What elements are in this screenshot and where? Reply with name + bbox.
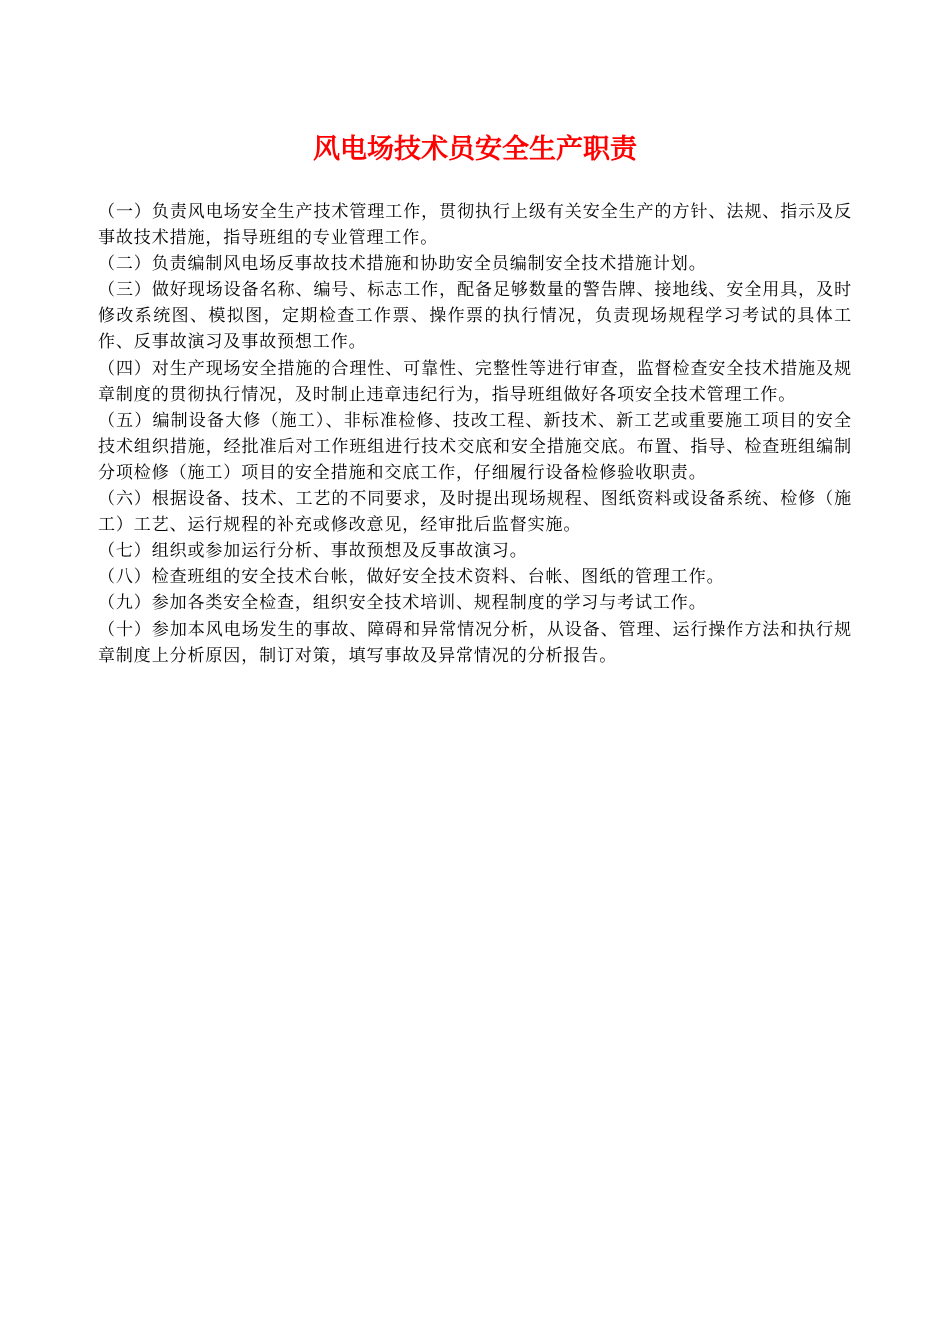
paragraph-7: （七）组织或参加运行分析、事故预想及反事故演习。 <box>98 541 528 562</box>
document-title: 风电场技术员安全生产职责 <box>313 134 637 165</box>
paragraph-1: （一）负责风电场安全生产技术管理工作，贯彻执行上级有关安全生产的方针、法规、指示及反事故技术措施，指导班组的专业管理工作。 <box>98 202 852 249</box>
paragraph-4: （四）对生产现场安全措施的合理性、可靠性、完整性等进行审查，监督检查安全技术措施及规章制度的贯彻执行情况，及时制止违章违纪行为，指导班组做好各项安全技术管理工作。 <box>98 358 852 405</box>
paragraph-5: （五）编制设备大修（施工）、非标准检修、技改工程、新技术、新工艺或重要施工项目的安全技术组织措施，经批准后对工作班组进行技术交底和安全措施交底。布置、指导、检查班组编制分项检修（施工）项目的安全措施和交底工作，仔细履行设备检修验收职责。 <box>98 410 852 483</box>
paragraph-2: （二）负责编制风电场反事故技术措施和协助安全员编制安全技术措施计划。 <box>98 254 707 275</box>
paragraph-3: （三）做好现场设备名称、编号、标志工作，配备足够数量的警告牌、接地线、安全用具，及时修改系统图、模拟图，定期检查工作票、操作票的执行情况，负责现场规程学习考试的具体工作、反事故演习及事故预想工作。 <box>98 280 852 353</box>
paragraph-10: （十）参加本风电场发生的事故、障碍和异常情况分析，从设备、管理、运行操作方法和执行规章制度上分析原因，制订对策，填写事故及异常情况的分析报告。 <box>98 619 852 666</box>
paragraph-8: （八）检查班组的安全技术台帐，做好安全技术资料、台帐、图纸的管理工作。 <box>98 567 725 588</box>
paragraph-6: （六）根据设备、技术、工艺的不同要求，及时提出现场规程、图纸资料或设备系统、检修（施工）工艺、运行规程的补充或修改意见，经审批后监督实施。 <box>98 489 852 536</box>
document-body <box>98 199 852 669</box>
paragraph-9: （九）参加各类安全检查，组织安全技术培训、规程制度的学习与考试工作。 <box>98 593 707 614</box>
